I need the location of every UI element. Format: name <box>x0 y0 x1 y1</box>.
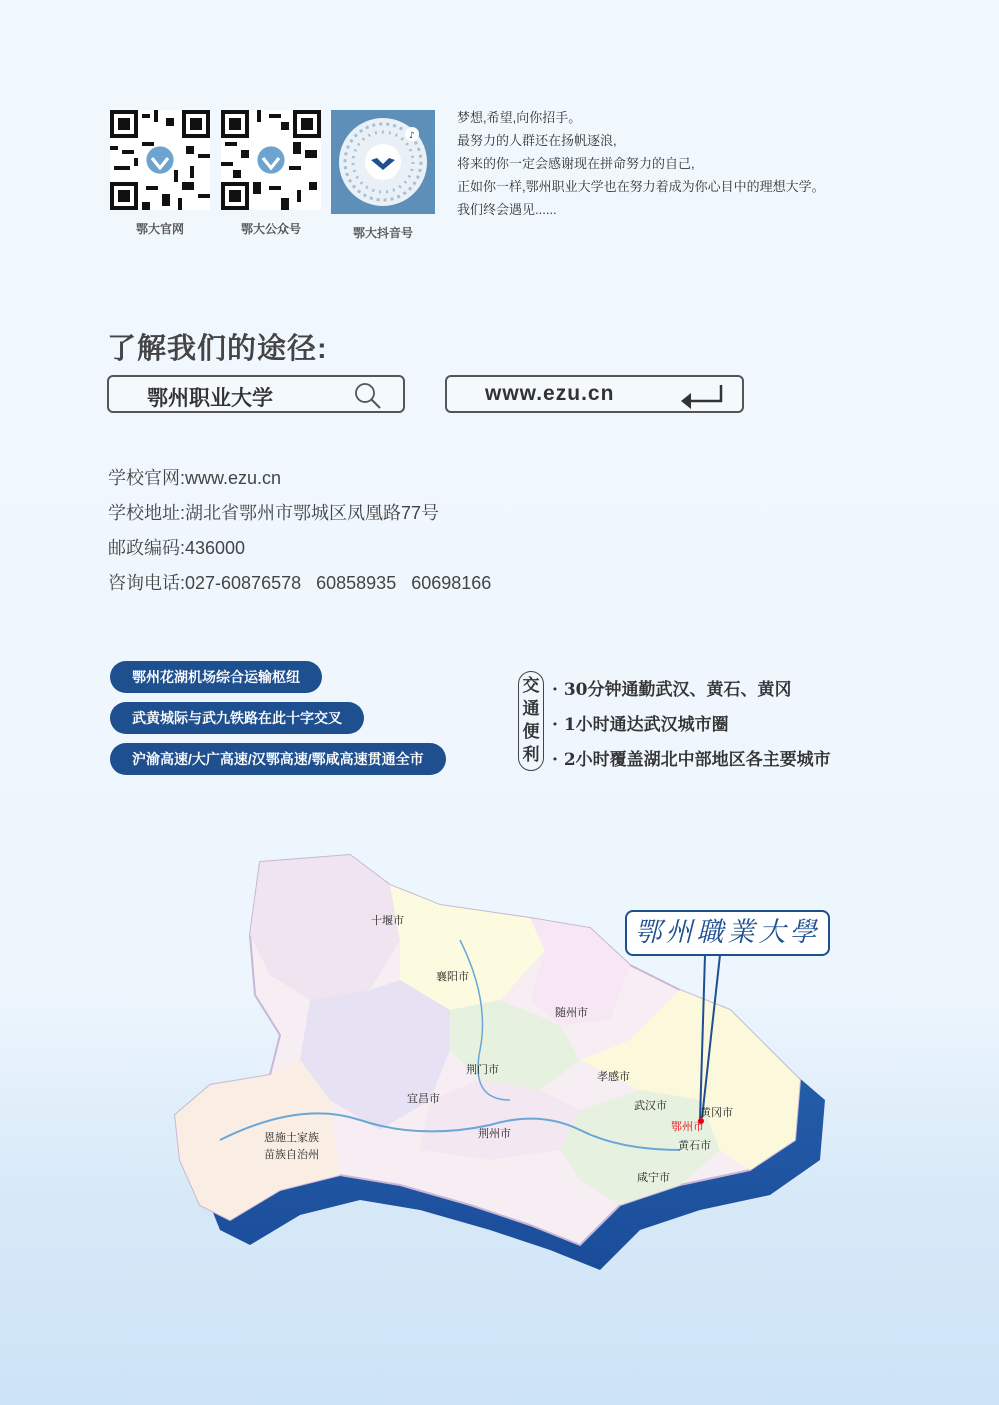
slogan-line: 梦想,希望,向你招手。 <box>457 110 582 125</box>
city-enshi: 苗族自治州 <box>264 1149 319 1161</box>
slogan-line: 将来的你一定会感谢现在拼命努力的自己, <box>457 156 695 171</box>
qr-official-site[interactable] <box>108 110 212 237</box>
section-heading: 了解我们的途径: <box>107 333 328 365</box>
slogan <box>457 106 825 221</box>
traffic-label-char: 便 <box>522 722 540 742</box>
traffic-label-char: 利 <box>522 745 540 765</box>
city-yichang: 宜昌市 <box>407 1093 440 1105</box>
url-box-text: www.ezu.cn <box>485 382 615 405</box>
city-jingmen: 荆门市 <box>466 1064 499 1076</box>
city-xiaogan: 孝感市 <box>597 1071 630 1083</box>
traffic-label-box <box>518 671 544 771</box>
university-brand-callout: 鄂州職業大學 <box>625 910 830 956</box>
slogan-line: 最努力的人群还在扬帆逐浪, <box>457 133 617 148</box>
city-wuhan: 武汉市 <box>634 1100 667 1112</box>
contact-postcode: 邮政编码:436000 <box>108 538 246 558</box>
slogan-line: 正如你一样,鄂州职业大学也在努力着成为你心目中的理想大学。 <box>457 179 825 194</box>
qr-wechat[interactable] <box>219 110 323 237</box>
city-enshi: 恩施土家族 <box>264 1132 319 1144</box>
contact-phone: 咨询电话:027-60876578 60858935 60698166 <box>108 573 492 593</box>
enter-icon <box>677 383 725 414</box>
qr-label: 鄂大官网 <box>135 222 184 236</box>
search-box-text: 鄂州职业大学 <box>147 387 273 410</box>
qr-label: 鄂大抖音号 <box>352 226 413 240</box>
city-jingzhou: 荆州市 <box>478 1128 511 1140</box>
transport-tag: 沪渝高速/大广高速/汉鄂高速/鄂咸高速贯通全市 <box>110 743 446 775</box>
qr-douyin[interactable] <box>331 110 435 241</box>
contact-website: 学校官网:www.ezu.cn <box>108 468 282 488</box>
city-ezhou: 鄂州市 <box>671 1121 704 1133</box>
city-xianning: 咸宁市 <box>637 1172 670 1184</box>
city-huangshi: 黄石市 <box>678 1140 711 1152</box>
traffic-item: · 1小时通达武汉城市圈 <box>552 715 729 735</box>
transport-tag: 武黄城际与武九铁路在此十字交叉 <box>110 702 364 734</box>
transport-tag: 鄂州花湖机场综合运输枢纽 <box>110 661 322 693</box>
qr-code-icon <box>110 110 210 210</box>
traffic-item: · 2小时覆盖湖北中部地区各主要城市 <box>552 750 831 770</box>
search-icon <box>352 380 384 417</box>
qr-code-icon <box>221 110 321 210</box>
city-xiangyang: 襄阳市 <box>436 971 469 983</box>
slogan-line: 我们终会遇见...... <box>457 202 557 217</box>
city-shiyan: 十堰市 <box>371 915 404 927</box>
traffic-label-char: 通 <box>522 699 540 719</box>
search-box[interactable] <box>107 375 405 413</box>
traffic-item: · 30分钟通勤武汉、黄石、黄冈 <box>552 680 792 700</box>
svg-text:♪: ♪ <box>409 131 415 141</box>
traffic-label-char: 交 <box>522 676 540 696</box>
city-huanggang: 黄冈市 <box>700 1107 733 1119</box>
url-box[interactable] <box>445 375 744 413</box>
qr-label: 鄂大公众号 <box>240 222 301 236</box>
contact-address: 学校地址:湖北省鄂州市鄂城区凤凰路77号 <box>108 503 440 523</box>
city-suizhou: 随州市 <box>555 1007 588 1019</box>
douyin-code-icon <box>331 110 435 214</box>
